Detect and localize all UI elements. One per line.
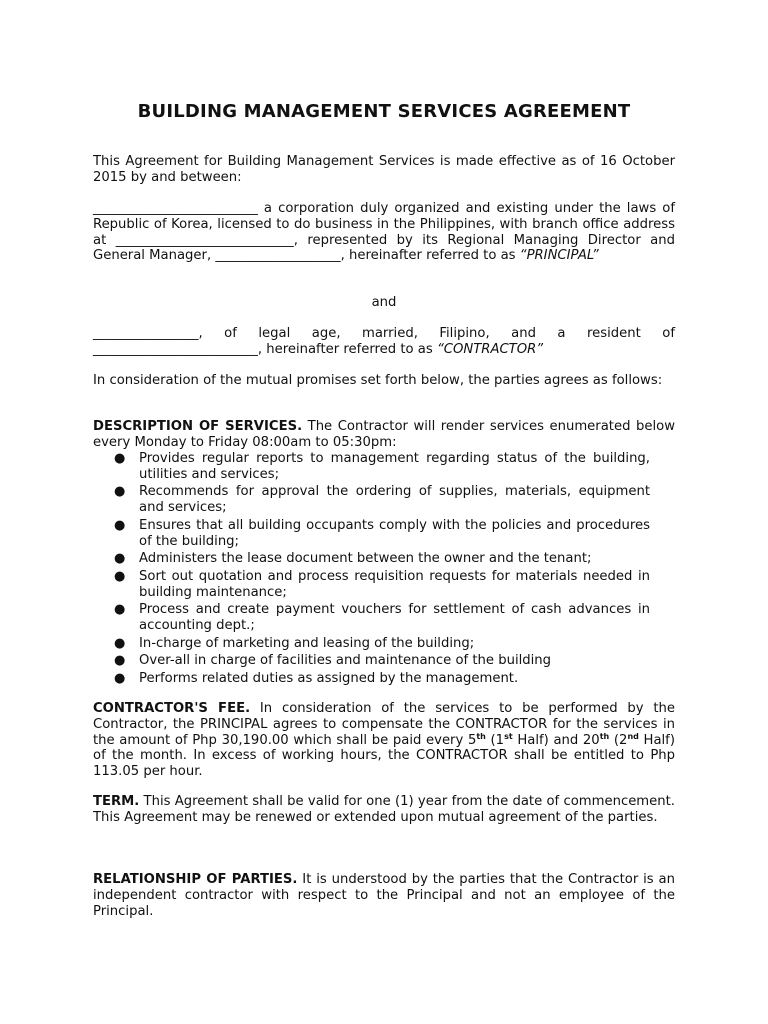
bullet-icon: ● [114, 670, 126, 686]
bullet-icon: ● [114, 653, 126, 669]
fee-text-1: In consideration of the services to be performed by the Contractor, the PRINCIPAL agrees to compensate the CONTRACTOR for the services in the amount of Php 30,190.00 which shall be paid every 5 [93, 701, 675, 748]
bullet-icon: ● [114, 517, 126, 533]
principal-name-blank: _________________________ [93, 201, 258, 216]
list-item: ● Provides regular reports to management regarding status of the building, utilities and services; [114, 451, 650, 482]
fee-paragraph [93, 701, 675, 780]
services-heading: DESCRIPTION OF SERVICES. [93, 419, 303, 434]
principal-text-1: a corporation duly organized and existing under the laws of Republic of Korea, licensed to do business in the Philippines, with branch office address at [93, 201, 675, 248]
bullet-icon: ● [114, 484, 126, 500]
bullet-icon: ● [114, 451, 126, 466]
services-intro: The Contractor will render services enumerated below every Monday to Friday 08:00am to 05:30pm: [93, 419, 675, 450]
list-item: ● Recommends for approval the ordering of supplies, materials, equipment and services; [114, 484, 650, 516]
list-item: ● Over-all in charge of facilities and maintenance of the building [114, 653, 552, 669]
relationship-paragraph [93, 872, 675, 919]
fee-sup-1: th [476, 731, 486, 741]
principal-address-blank: ___________________________ [115, 232, 294, 248]
fee-text-3: Half) and 20 [512, 732, 600, 748]
contractor-text-1: , of legal age, married, Filipino, and a resident of [198, 326, 675, 341]
principal-party-paragraph [93, 201, 675, 264]
intro-paragraph: This Agreement for Building Management Services is made effective as of 16 October 2015 by and between: [93, 154, 675, 185]
contractor-party-paragraph [93, 326, 675, 358]
document-title: BUILDING MANAGEMENT SERVICES AGREEMENT [137, 101, 631, 122]
term-text: This Agreement shall be valid for one (1) year from the date of commencement. This Agreement may be renewed or extended upon mutual agreement of the parties. [93, 794, 675, 825]
fee-heading: CONTRACTOR'S FEE. [93, 701, 251, 716]
bullet-icon: ● [114, 602, 126, 618]
term-heading: TERM. [93, 794, 140, 809]
fee-text-4: (2 [609, 732, 628, 748]
contractor-name-blank: ________________ [93, 326, 199, 341]
fee-sup-2: st [504, 731, 513, 741]
list-item: ● Ensures that all building occupants comply with the policies and procedures of the building; [114, 517, 650, 549]
list-item: ● Sort out quotation and process requisition requests for materials needed in building maintenance; [114, 568, 650, 600]
list-item: ● In-charge of marketing and leasing of the building; [114, 635, 475, 651]
fee-text-5: Half) of the month. In excess of working hours, the CONTRACTOR shall be entitled to Php 113.05 per hour. [93, 732, 675, 780]
fee-text-2: (1 [485, 732, 505, 748]
services-list [93, 451, 675, 688]
contractor-address-blank: _________________________ [93, 341, 258, 357]
bullet-icon: ● [114, 551, 126, 567]
term-paragraph [93, 794, 675, 826]
fee-sup-4: nd [627, 731, 639, 741]
list-item: ● Performs related duties as assigned by the management. [114, 670, 519, 686]
services-paragraph [93, 419, 675, 451]
contractor-designation: “CONTRACTOR” [436, 341, 544, 357]
bullet-icon: ● [114, 568, 126, 584]
principal-manager-blank: ___________________ [215, 248, 341, 264]
contractor-text-2: , hereinafter referred to as [257, 341, 437, 357]
relationship-heading: RELATIONSHIP OF PARTIES. [93, 872, 298, 887]
and-separator: and [371, 295, 397, 310]
fee-sup-3: th [599, 731, 610, 741]
relationship-text: It is understood by the parties that the Contractor is an independent contractor with respect to the Principal and not an employee of the Principal. [93, 872, 675, 919]
principal-text-3: , hereinafter referred to as [340, 248, 520, 264]
principal-text-2: , represented by its Regional Managing Director and General Manager, [93, 232, 675, 264]
list-item: ● Administers the lease document between the owner and the tenant; [114, 551, 592, 567]
consideration-paragraph: In consideration of the mutual promises set forth below, the parties agrees as follows: [93, 373, 663, 388]
principal-designation: “PRINCIPAL” [519, 248, 599, 264]
bullet-icon: ● [114, 635, 126, 651]
list-item: ● Process and create payment vouchers for settlement of cash advances in accounting dept.; [114, 602, 650, 633]
